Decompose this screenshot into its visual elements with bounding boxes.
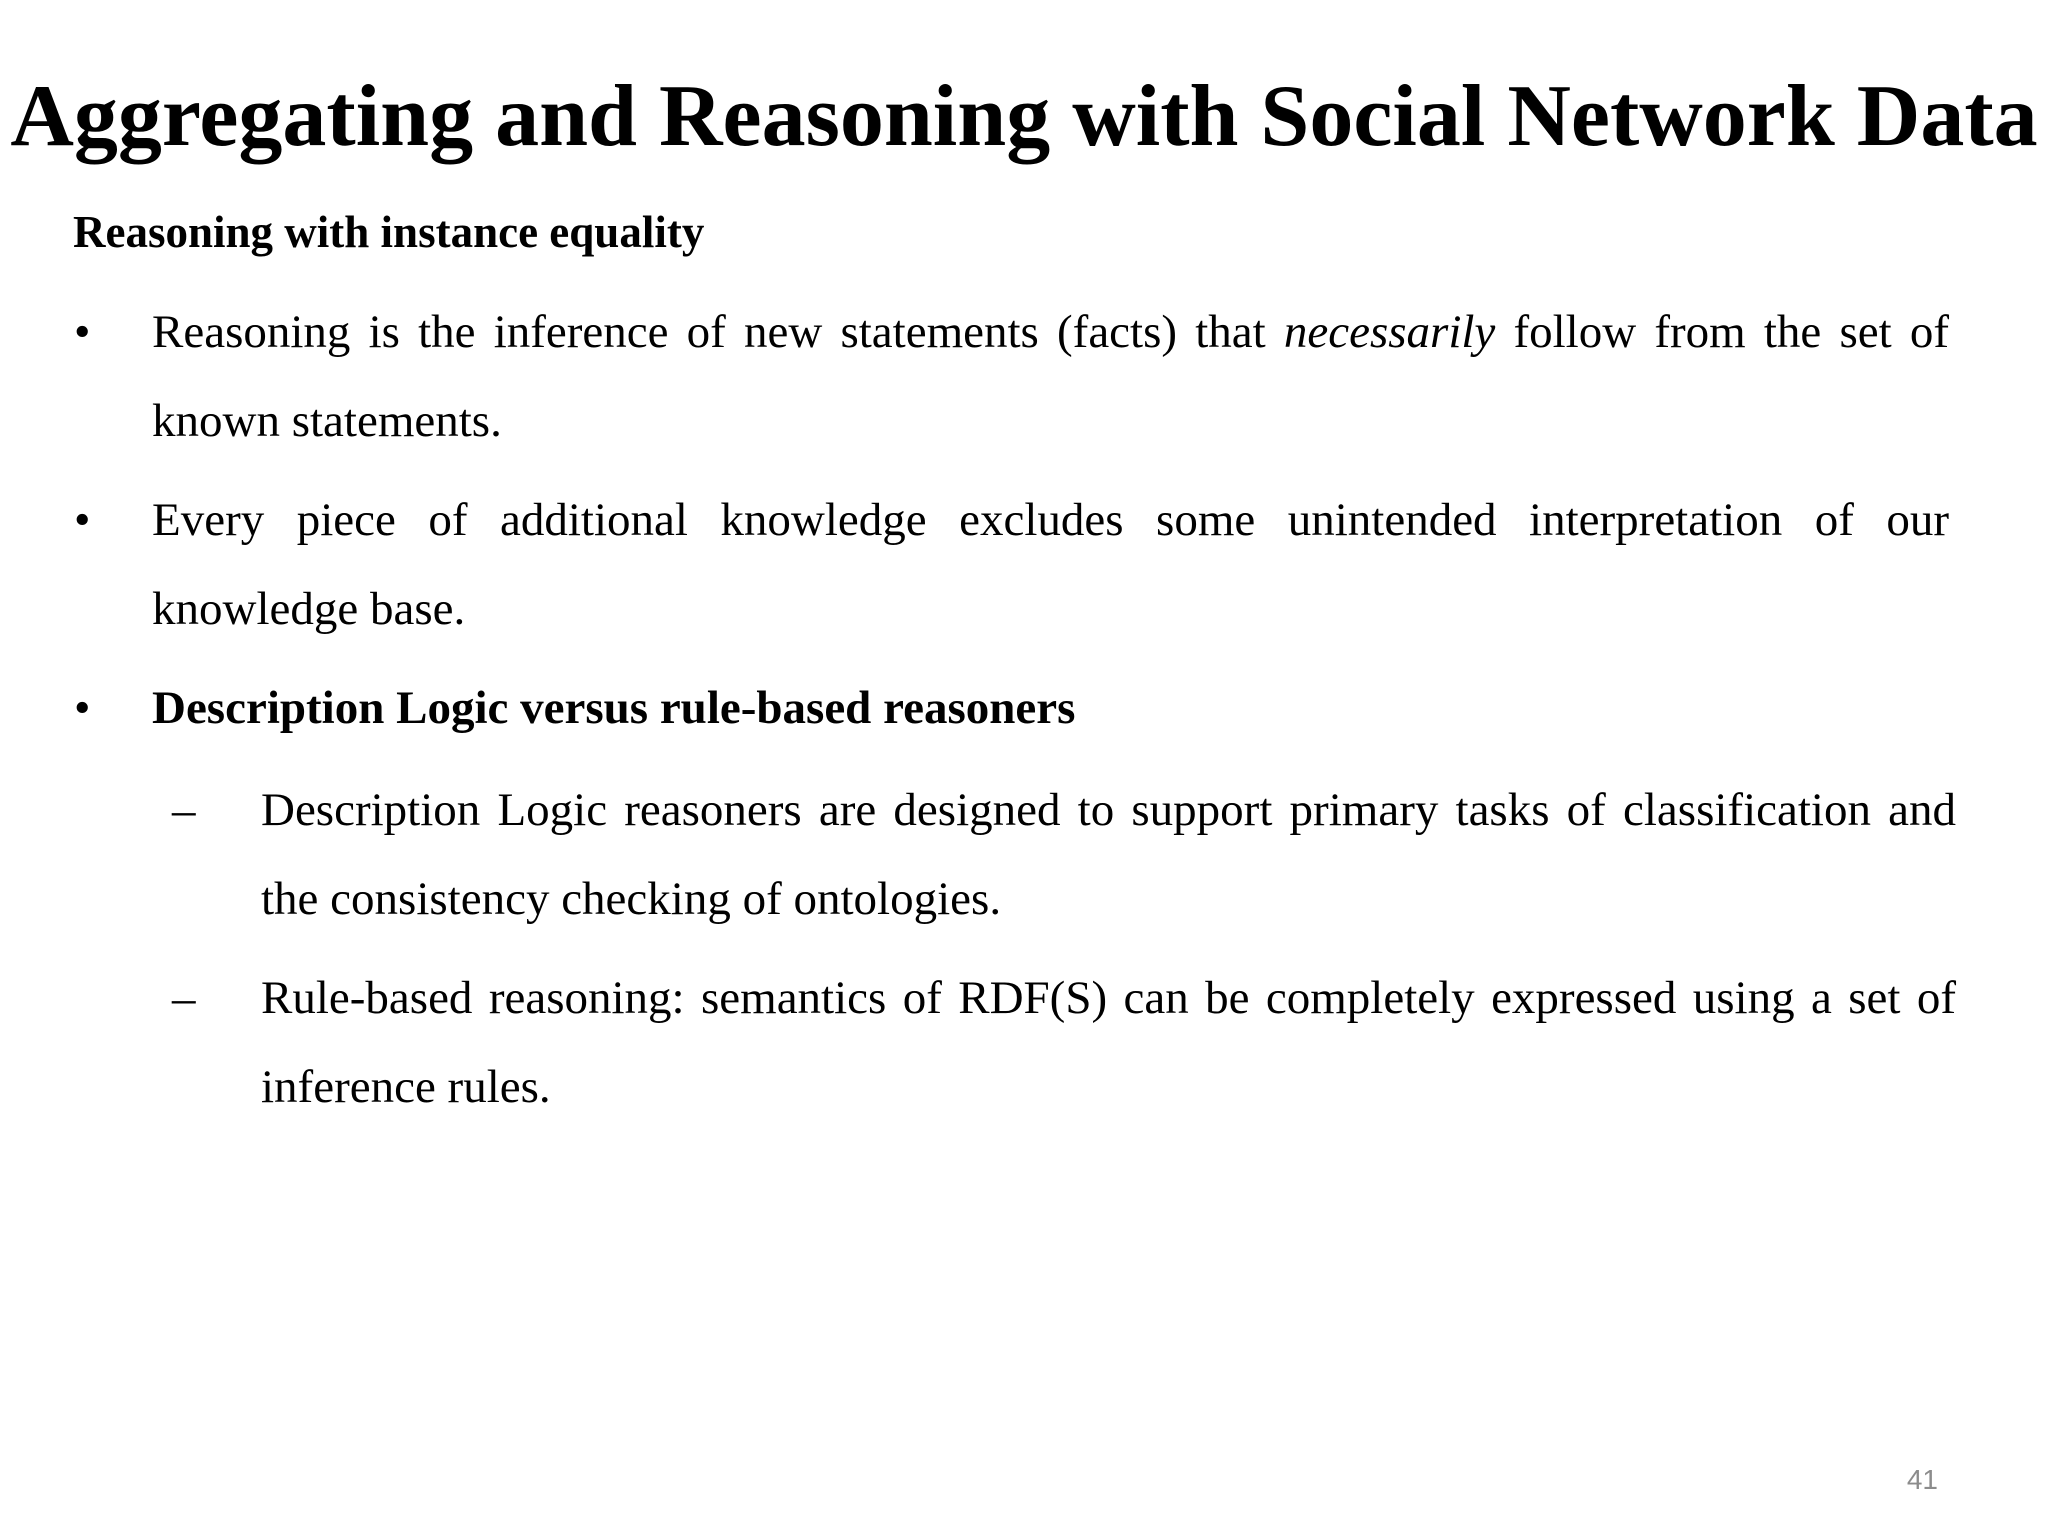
bullet-item-2 (74, 476, 1954, 656)
slide-subtitle: Reasoning with instance equality (73, 207, 705, 257)
bullet-heading: Description Logic versus rule-based reasoners (152, 682, 1076, 734)
bullet-marker: • (74, 494, 91, 546)
bullet-item-3 (74, 664, 1954, 756)
bullet-marker: • (74, 682, 91, 734)
bullet-marker: • (74, 306, 91, 358)
bullet-text (152, 288, 1949, 466)
sub-bullet-item-2 (172, 954, 1962, 1134)
bullet-text: Every piece of additional knowledge excludes some unintended interpretation of our knowledge base. (152, 494, 1949, 635)
sub-bullet-text: Rule-based reasoning: semantics of RDF(S) can be completely expressed using a set of inference rules. (261, 972, 1956, 1113)
page-number: 41 (1906, 1464, 1938, 1495)
sub-bullet-item-1 (172, 766, 1962, 946)
sub-bullet-marker: – (172, 784, 196, 836)
sub-bullet-text: Description Logic reasoners are designed to support primary tasks of classification and the consistency checking of ontologies. (261, 784, 1956, 925)
bullet-text-italic: necessarily (1283, 306, 1496, 358)
slide-title: Aggregating and Reasoning with Social Network Data (10, 68, 2038, 165)
bullet-item-1 (74, 288, 1954, 468)
bullet-text-part: follow from the set of known statements. (152, 306, 1949, 447)
sub-bullet-marker: – (172, 972, 196, 1024)
bullet-text-part: Reasoning is the inference of new statements (facts) that (152, 306, 1284, 358)
